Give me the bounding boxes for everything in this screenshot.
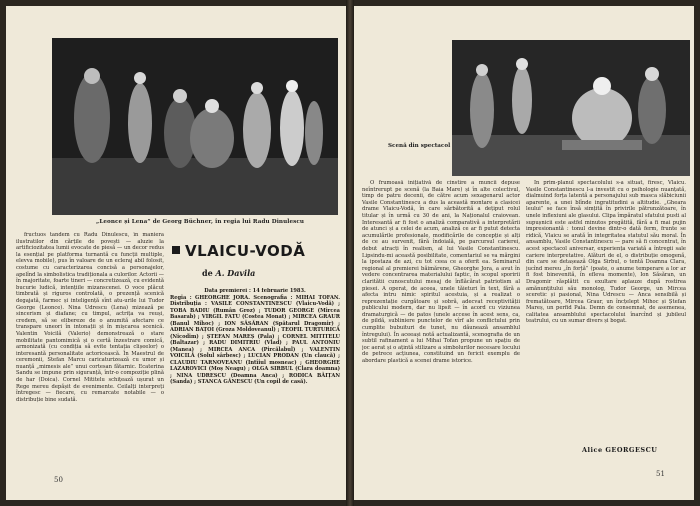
- left-photo-caption: „Leonce și Lena” de Georg Büchner, în regia lui Radu Dinulescu: [96, 219, 305, 225]
- premiere-date: Data premierei : 14 februarie 1983.: [204, 288, 306, 294]
- scene-photo-image: [452, 40, 690, 176]
- stage-photo-image: [52, 38, 338, 215]
- article-title-text: VLAICU-VODĂ: [185, 242, 306, 260]
- article-byline: [202, 268, 255, 278]
- right-column-2-text: În prim-planul spectacolului s-a situat, firesc, Vlaicu. Vasile Constantinescu l-a investit cu o psihologie nuanțată, dialmuind forța latentă a personajului sub masca slăbiciunii aparente, a unei blînde ingratitudini a altitudie. „Gheara leului” se face însă simțită în privirile pătrunzătoare, în unele inflexiuni ale glasului. Clipa împăratul sfatului pusti al supușnicii este astfel minutos pregătită, fără a fi mai pujin impresionantă : tonul devine dintr-o dată ferm, frunte se ridică, Vlaicu se arată în integritatea statutul său moral. În ansamblu, Vasile Constantinescu — pare să fi concentrat, în acest spectacol aniversar, experiența variată a întregii sale cariere interpretative. Alături de el, o distribuție omogenă, din care se detașează Olga Sirbul, o tentă Doamna Clara, jucînd mereu „în forță” (poate, o anume temperare a lor ar fi fost binevenită, în efleva momente), Ion Săsăran, un Dragomir răsplătit cu exultare aplauze după rostirea amănunțitului său monolog, Tudor George, un Mircea sceretic și pasional, Nina Udrescu — Anca sensibilă și frematătoare, Mircea Graur, un încțelept Mihoc și Ștefan Mareș, un perfid Pala. Demn de consemnat, de asemenea, calitatea ansamblului spectacolului înarcînd și jubileul teatrului, cu un sumar divers și bogat.: [526, 180, 686, 325]
- credits-text: Regia : GHEORGHE JORA. Scenografia : MIHAI TOFAN. Distribuția : VASILE CONSTANTINESCU (Vlaicu-Vodă) ; TOBA BADIU (Rumân Groz) ; TUDOR GEORGE (Mircea Basarab) ; VIRGIL FATU (Costea Monat) ; MIRCEA GRAUR (Banul Mihoc) ; ION SĂSĂRAN (Spătarul Dragomir) ; ADRIAN BAȚOI (Groza Moldoveanul) ; TEOFIL TURTURICĂ (Nicodim) ; ȘTEFAN MAREȘ (Pala) ; CORNEL MITITELU (Baltazar) ; RADU DIMITRIU (Vlad) ; PAUL ANTONIU (Manea) ; MIRCEA ANCA (Pircălabul) ; VALENTIN VOICILĂ (Solul sârbesc) ; LUCIAN PRODAN (Un claucă) ; CLAUDIU TARNOVEANU (Intîiul mosneac) ; GHEORGHE LAZAROVICI (Moș Neagu) ; OLGA SIRBUL (Clara doamna) ; NINA UDRESCU (Doamna Anca) ; RODICA BĂIȚAN (Sanda) ; STANCA GĂNESCU (Un copil de casă).: [170, 294, 340, 385]
- right-column-1-text: O frumoasă inițiativă de cinstire a muncii depuse neîntrerupt pe scenă (la Baia Mare) și în alte colectivul, timp de patru decenii, de către acum sexagenarul actor Vasile Constantinescu a dus la această montare a clasicei drame Vlaicu-Vodă, în care sărbătorită a dețiput rolul titular și în urmă cu 30 de ani, la Naționalul craiovean. Interesantă ar fi fost o analiză comparativă a interpretării de atunci și a celei de acum, analiză ce ar fi putut detecta acumulările profesionale, modificările de concepție și alți de ce au survenit, fără îndoială, pe parcursul carierei, debut atracți în realism, al lui Vasile Constantinescu. Lipsindu-mi această posibilitate, comentariul se va mărgini la ipostaza de azi, cu tot ceea ce a oferit ea. Seminarul regional al premierei băimărene, Gheorghe Jora, a avut în vedere concentrarea materialului faptic, în scopul sporirii claritătii cunoscutului mesaj de înflăcărat patriotism al piesei. A operat, de aceea, unele tăieturi în text, fără a afecta intru nimic spiritul acestuia, și a realizat o reprezentație curgătoare și sobră, adecvat receptivității publicului modern, dar nu lipsit — în acord cu viziunea dramaturgică — de patos (unele accese în acest sens, ca, de pildă, subliniere punctelor de vîrf ale conflictului prin cumplite bubuituri de tunet, nu dăunează ansamblul întregului). În aceeași notă actualizantă, scenografia de un subtil rafinament a lui Mihai Tofan propune un spațiu de joc aerat și o ațintă stilizare a simbolurilor necesare locului de petrece acțiunea, constituind un fericit exemplu de abordare plastică a scenei drame istorice.: [362, 180, 520, 365]
- page-number-left: 50: [54, 476, 63, 484]
- production-credits: [170, 288, 340, 478]
- byline-author: A. Davila: [215, 268, 256, 278]
- right-photo-caption: Scenă din spectacol: [388, 143, 451, 149]
- author-signature: Alice GEORGESCU: [582, 446, 658, 454]
- stage-photo-leonce-lena: [52, 38, 338, 215]
- title-bullet-icon: [172, 246, 180, 254]
- article-title: [172, 242, 305, 260]
- left-article-column: [16, 232, 164, 468]
- stage-photo-scene: [452, 40, 690, 176]
- left-page: [6, 6, 346, 500]
- right-column-2: [526, 180, 686, 412]
- left-column-text: fructuos tandem cu Radu Dinulescu, în maniera ilustratilor din cărțile de povești — aluzie la artificiozitatea lumii evocate de piesă — un decor redus la esențial pe platforma turnantă cu funcții multiple, elevva mobile), pus în valoare de un ecleraj abil folosit, costume cu caracterizarea concisă a personajelor, apelînd la simbolistica tradiționala a culorilor. Actorii — în majoritate, foarte tineri — concretizează, cu evidentă bucurie ludică, intențiile mizanscenei. O voce plăcut timbrată și riguros controlată, o prezență scenică degajată, farmec și inteligență sînt atu-urile lui Tudor George (Leonce). Nina Udrescu (Lena) mizează pe sincerism și diafane; cu timpul, actrița va reuși, credem, să se elibereze de o anumită afectare ce transpare uneori în intonații și în mișcarea scenică. Valentin Voicilă (Valerio) demonstrează o stare mobilitate pantomimică și o certă înzestrare comică, armonizată (cu condiția să evite tentația clișeelor) o interesantă personalitate actoricească. În Maestrul de ceremonii, Stefan Marcu caricaturizează cu umor și nuanță „mimesis ale” unui cortesan fătarnic. Ecaterina Sandu se impune prin siguranță, într-o compoziție plină de har (Doica). Cornel Mititelu schițează ușurat un Rege mereu depășit de evenimente. Ceilalți interpreți întregesc — fiecare, cu remarcate notabile — o distribuție bine sudată.: [16, 232, 164, 403]
- byline-prefix: de: [202, 268, 213, 278]
- right-page: [354, 6, 694, 500]
- page-gutter: [346, 0, 354, 506]
- page-number-right: 51: [656, 470, 665, 478]
- right-column-1: [362, 180, 520, 480]
